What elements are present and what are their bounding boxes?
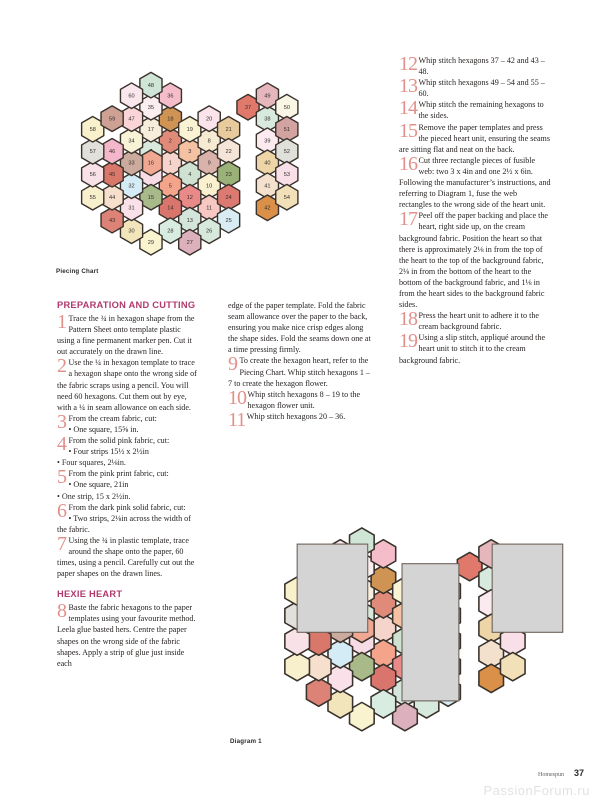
hexagon-label-27: 27 (186, 240, 193, 247)
hexagon-label-29: 29 (147, 240, 155, 247)
step-2-number: 2 (57, 355, 67, 378)
diagram-1-caption: Diagram 1 (230, 738, 262, 745)
hexagon-label-46: 46 (108, 149, 116, 156)
hexagon-label-54: 54 (283, 195, 290, 202)
step-6-number: 6 (57, 499, 67, 522)
hexagon-label-36: 36 (167, 93, 174, 100)
step-14-number: 14 (399, 97, 417, 120)
fusible-web-rect-1 (297, 544, 368, 632)
step-8-text: Baste the fabric hexagons to the paper templates using your favourite method. Leela glue basted hers. Centre the paper shapes on the wrong side of the fabric shapes. Apply a strip of glue just inside each (57, 603, 196, 668)
hexagon-label-44: 44 (108, 195, 116, 202)
step-3-item-1: • One square, 15⅝ in. (68, 424, 139, 434)
hexagon-label-12: 12 (186, 195, 193, 202)
step-10-text: Whip stitch hexagons 8 – 19 to the hexagon flower unit. (247, 389, 361, 410)
step-12-text: Whip stitch hexagons 37 – 42 and 43 – 48. (418, 56, 545, 77)
text-column-middle (228, 300, 371, 429)
piecing-chart-svg (38, 40, 338, 275)
hexagon-label-9: 9 (207, 160, 211, 167)
hexagon-label-23: 23 (225, 172, 232, 179)
step-4 (57, 435, 200, 457)
step-8-number: 8 (57, 600, 67, 623)
continuation-paragraph: edge of the paper template. Fold the fabric seam allowance over the paper to the back, ensuring you make nice crisp edges along the shape sides. Fold the seams down one at a time pressing firmly. (228, 301, 371, 355)
step-17-text: Peel off the paper backing and place the heart, right side up, on the cream background fabric. Position the heart so that there is approximately 2⅛ in from the top of the heart to the top of the background fabric, 2⅛ in from the bottom of the heart to the bottom of the background fabric, and 1⅛ in from the heart sides to the background fabric sides. (399, 211, 549, 310)
hexagon-label-40: 40 (264, 160, 271, 167)
step-19-number: 19 (399, 330, 417, 353)
step-3-number: 3 (57, 410, 67, 433)
step-5 (57, 468, 200, 490)
hexagon-label-14: 14 (167, 205, 174, 212)
step-18 (399, 310, 551, 332)
hexagon-label-59: 59 (108, 116, 116, 123)
hexagon-label-49: 49 (264, 93, 271, 100)
step-18-text: Press the heart unit to adhere it to the cream background fabric. (418, 311, 539, 332)
hexagon-label-2: 2 (168, 138, 172, 145)
hexagon-label-45: 45 (108, 172, 116, 179)
hexagon-label-48: 48 (147, 83, 155, 90)
hexagon-label-47: 47 (128, 116, 135, 123)
hexagon-label-56: 56 (89, 172, 96, 179)
hexagon-label-19: 19 (186, 127, 193, 134)
hexagon-label-52: 52 (283, 149, 290, 156)
page-number: 37 (573, 768, 584, 778)
hexagon-label-28: 28 (167, 228, 174, 235)
fusible-web-rect-2 (402, 564, 459, 701)
watermark: PassionForum.ru (483, 783, 590, 798)
step-13-number: 13 (399, 75, 417, 98)
hexagon-label-3: 3 (188, 149, 192, 156)
hexagon-label-20: 20 (206, 116, 213, 123)
step-6 (57, 499, 200, 535)
hexagon-label-25: 25 (225, 218, 232, 225)
hexagon-label-53: 53 (283, 172, 290, 179)
step-16-text: Cut three rectangle pieces of fusible web: two 3 x 4in and one 2½ x 6in. Following the manufacturer’s instructions, and referring to Diagram 1, fuse the web rectangles to the wrong side of the heart unit. (399, 155, 551, 210)
step-7-number: 7 (57, 532, 67, 555)
step-7-text: Using the ¾ in plastic template, trace around the shape onto the paper, 60 times, using a pencil. Carefully cut out the paper shapes on the drawn lines. (57, 535, 195, 579)
step-19 (399, 332, 551, 365)
hexagon-label-4: 4 (188, 172, 192, 179)
step-9-number: 9 (228, 353, 238, 376)
text-column-left (57, 300, 200, 669)
hexagon-label-60: 60 (128, 93, 135, 100)
step-13-text: Whip stitch hexagons 49 – 54 and 55 – 60. (418, 78, 545, 99)
step-11-text: Whip stitch hexagons 20 – 36. (246, 411, 346, 421)
hexagon-label-21: 21 (225, 127, 232, 134)
hexagon-label-30: 30 (128, 228, 135, 235)
step-5-number: 5 (57, 466, 67, 489)
step-5-text: From the pink print fabric, cut: (68, 469, 169, 479)
hexagon-label-26: 26 (206, 228, 213, 235)
step-15 (399, 119, 551, 155)
hexagon-label-35: 35 (147, 105, 155, 112)
hexagon-label-58: 58 (89, 127, 96, 134)
step-6-item-1: • Two strips, 2⅛in across the width of the fabric. (57, 513, 191, 534)
step-17 (399, 210, 551, 310)
step-12-number: 12 (399, 53, 417, 75)
step-14 (399, 99, 551, 121)
step-8 (57, 602, 200, 669)
hexagon-label-32: 32 (128, 183, 135, 190)
step-4-item-1: • Four strips 15½ x 2½in (68, 447, 149, 457)
hexagon-label-10: 10 (206, 183, 213, 190)
hexagon-label-8: 8 (207, 138, 211, 145)
hexagon-43 (306, 678, 331, 706)
piecing-chart-hexgrid (38, 40, 338, 275)
hexagon-label-50: 50 (283, 105, 290, 112)
hexagon-label-39: 39 (264, 138, 271, 145)
step-9 (228, 355, 371, 388)
hexagon-label-33: 33 (128, 160, 135, 167)
diagram-1-hexgrid (228, 500, 578, 745)
step-10-number: 10 (228, 386, 246, 409)
hexagon-label-15: 15 (147, 195, 155, 202)
hexagon-label-43: 43 (108, 218, 116, 225)
hexagon-label-1: 1 (168, 160, 172, 167)
hexagon-label-18: 18 (167, 116, 174, 123)
step-2-text: Use the ¼ in hexagon template to trace a hexagon shape onto the wrong side of the fabric scraps using a pencil. You will need 60 hexagons. Cut them out by eye, with a ¼ in seam allowance on each side. (57, 358, 197, 412)
hexagon-label-37: 37 (244, 105, 252, 112)
step-1 (57, 313, 200, 357)
step-1-number: 1 (57, 311, 67, 333)
step-9-text: To create the hexagon heart, refer to the Piecing Chart. Whip stitch hexagons 1 – 7 to create the hexagon flower. (228, 356, 370, 388)
hexagon-label-16: 16 (147, 160, 155, 167)
diagram-1-svg (228, 500, 578, 745)
step-17-number: 17 (399, 208, 417, 231)
hexagon-label-34: 34 (128, 138, 135, 145)
step-6-text: From the dark pink solid fabric, cut: (68, 502, 186, 512)
step-10 (228, 386, 371, 411)
hexagon-label-51: 51 (283, 127, 290, 134)
step-7 (57, 532, 200, 579)
hexagon-label-5: 5 (168, 183, 172, 190)
hexagon-label-42: 42 (264, 205, 271, 212)
magazine-name: Homespun (537, 772, 564, 778)
fusible-web-rect-3 (492, 544, 563, 632)
piecing-chart (38, 40, 338, 275)
step-5-item-1: • One square, 21in (68, 480, 129, 490)
hexagon-label-22: 22 (225, 149, 232, 156)
step-19-text: Using a slip stitch, appliqué around the heart unit to stitch it to the cream background fabric. (399, 333, 546, 365)
diagram-1 (228, 500, 578, 745)
step-11-number: 11 (228, 408, 246, 431)
heading-hexie-heart: HEXIE HEART (57, 589, 123, 600)
page-footer (538, 768, 584, 778)
step-3 (57, 410, 200, 435)
hexagon-55 (285, 652, 310, 680)
hexagon-label-38: 38 (264, 116, 271, 123)
step-5-item-2: • One strip, 15 x 2½in. (57, 491, 131, 501)
step-15-text: Remove the paper templates and press the pieced heart unit, ensuring the seams are sitting flat and neat on the back. (399, 122, 550, 154)
hexagon-label-17: 17 (147, 127, 155, 134)
step-11 (228, 408, 371, 431)
step-15-number: 15 (399, 119, 417, 142)
piecing-chart-caption: Piecing Chart (56, 268, 99, 275)
step-4-text: From the solid pink fabric, cut: (68, 436, 170, 446)
step-3-text: From the cream fabric, cut: (68, 413, 157, 423)
step-4-item-2: • Four squares, 2⅛in. (57, 458, 126, 468)
hexagon-label-24: 24 (225, 195, 232, 202)
step-13 (399, 77, 551, 99)
text-column-right (399, 55, 551, 366)
step-1-text: Trace the ¾ in hexagon shape from the Pattern Sheet onto template plastic using a fine permanent marker pen. Cut it out accurately on the drawn line. (57, 314, 195, 357)
step-2 (57, 357, 200, 412)
hexagon-label-55: 55 (89, 195, 96, 202)
step-16 (399, 152, 551, 210)
hexagon-label-31: 31 (128, 205, 135, 212)
hexagon-label-57: 57 (89, 149, 96, 156)
hexagon-label-13: 13 (186, 218, 193, 225)
step-16-number: 16 (399, 152, 417, 175)
heading-preparation-and-cutting: PREPARATION AND CUTTING (57, 300, 196, 310)
step-14-text: Whip stitch the remaining hexagons to the sides. (418, 100, 544, 121)
hexagon-label-11: 11 (206, 205, 213, 212)
step-12 (399, 55, 551, 77)
step-18-number: 18 (399, 308, 417, 331)
step-4-number: 4 (57, 433, 67, 456)
hexagon-54 (500, 652, 525, 680)
hexagon-label-41: 41 (264, 183, 271, 190)
